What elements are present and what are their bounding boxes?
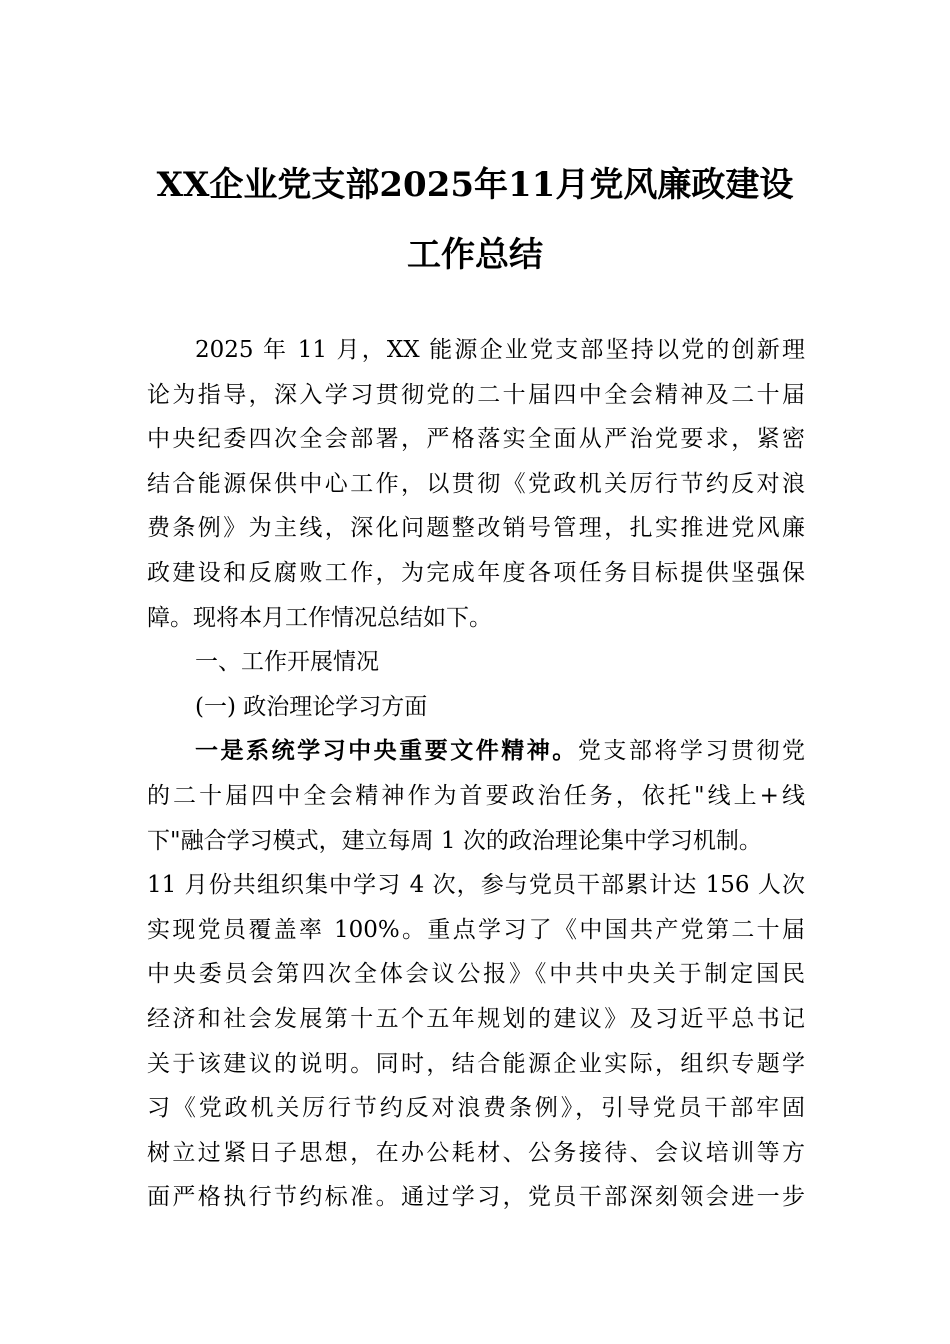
document-body	[147, 328, 805, 1220]
section-heading: 一、工作开展情况	[195, 649, 379, 676]
para-line: 下"融合学习模式，建立每周 1 次的政治理论集中学习机制。	[147, 827, 762, 854]
para-line: 习《党政机关厉行节约反对浪费条例》，引导党员干部牢固	[147, 1095, 805, 1122]
para-line: 中央委员会第四次全体会议公报》《中共中央关于制定国民	[147, 961, 805, 988]
intro-line: 论为指导，深入学习贯彻党的二十届四中全会精神及二十届	[147, 381, 805, 408]
para-line	[147, 729, 805, 774]
para-line: 面严格执行节约标准。通过学习，党员干部深刻领会进一步	[147, 1184, 805, 1211]
intro-line: 费条例》为主线，深化问题整改销号管理，扎实推进党风廉	[147, 515, 805, 542]
para-line: 11 月份共组织集中学习 4 次，参与党员干部累计达 156 人次	[147, 872, 805, 899]
intro-line: 中央纪委四次全会部署，严格落实全面从严治党要求，紧密	[147, 426, 805, 453]
para-line: 树立过紧日子思想，在办公耗材、公务接待、会议培训等方	[147, 1139, 805, 1166]
para-lead-bold: 一是系统学习中央重要文件精神。	[195, 737, 578, 765]
intro-line: 政建设和反腐败工作，为完成年度各项任务目标提供坚强保	[147, 559, 805, 586]
document-title-line-1: XX企业党支部2025年11月党风廉政建设	[156, 165, 794, 205]
para-line: 关于该建议的说明。同时，结合能源企业实际，组织专题学	[147, 1050, 805, 1077]
para-line: 经济和社会发展第十五个五年规划的建议》及习近平总书记	[147, 1005, 805, 1032]
subsection-heading: (一) 政治理论学习方面	[195, 693, 428, 720]
para-line: 的二十届四中全会精神作为首要政治任务，依托"线上+线	[147, 782, 805, 809]
intro-line: 障。现将本月工作情况总结如下。	[147, 604, 492, 631]
intro-line: 结合能源保供中心工作，以贯彻《党政机关厉行节约反对浪	[147, 470, 805, 497]
intro-line: 2025 年 11 月，XX 能源企业党支部坚持以党的创新理	[195, 337, 805, 363]
para-line: 实现党员覆盖率 100%。重点学习了《中国共产党第二十届	[147, 916, 805, 943]
para-text: 党支部将学习贯彻党	[577, 738, 806, 765]
document-title-line-2: 工作总结	[407, 235, 543, 275]
